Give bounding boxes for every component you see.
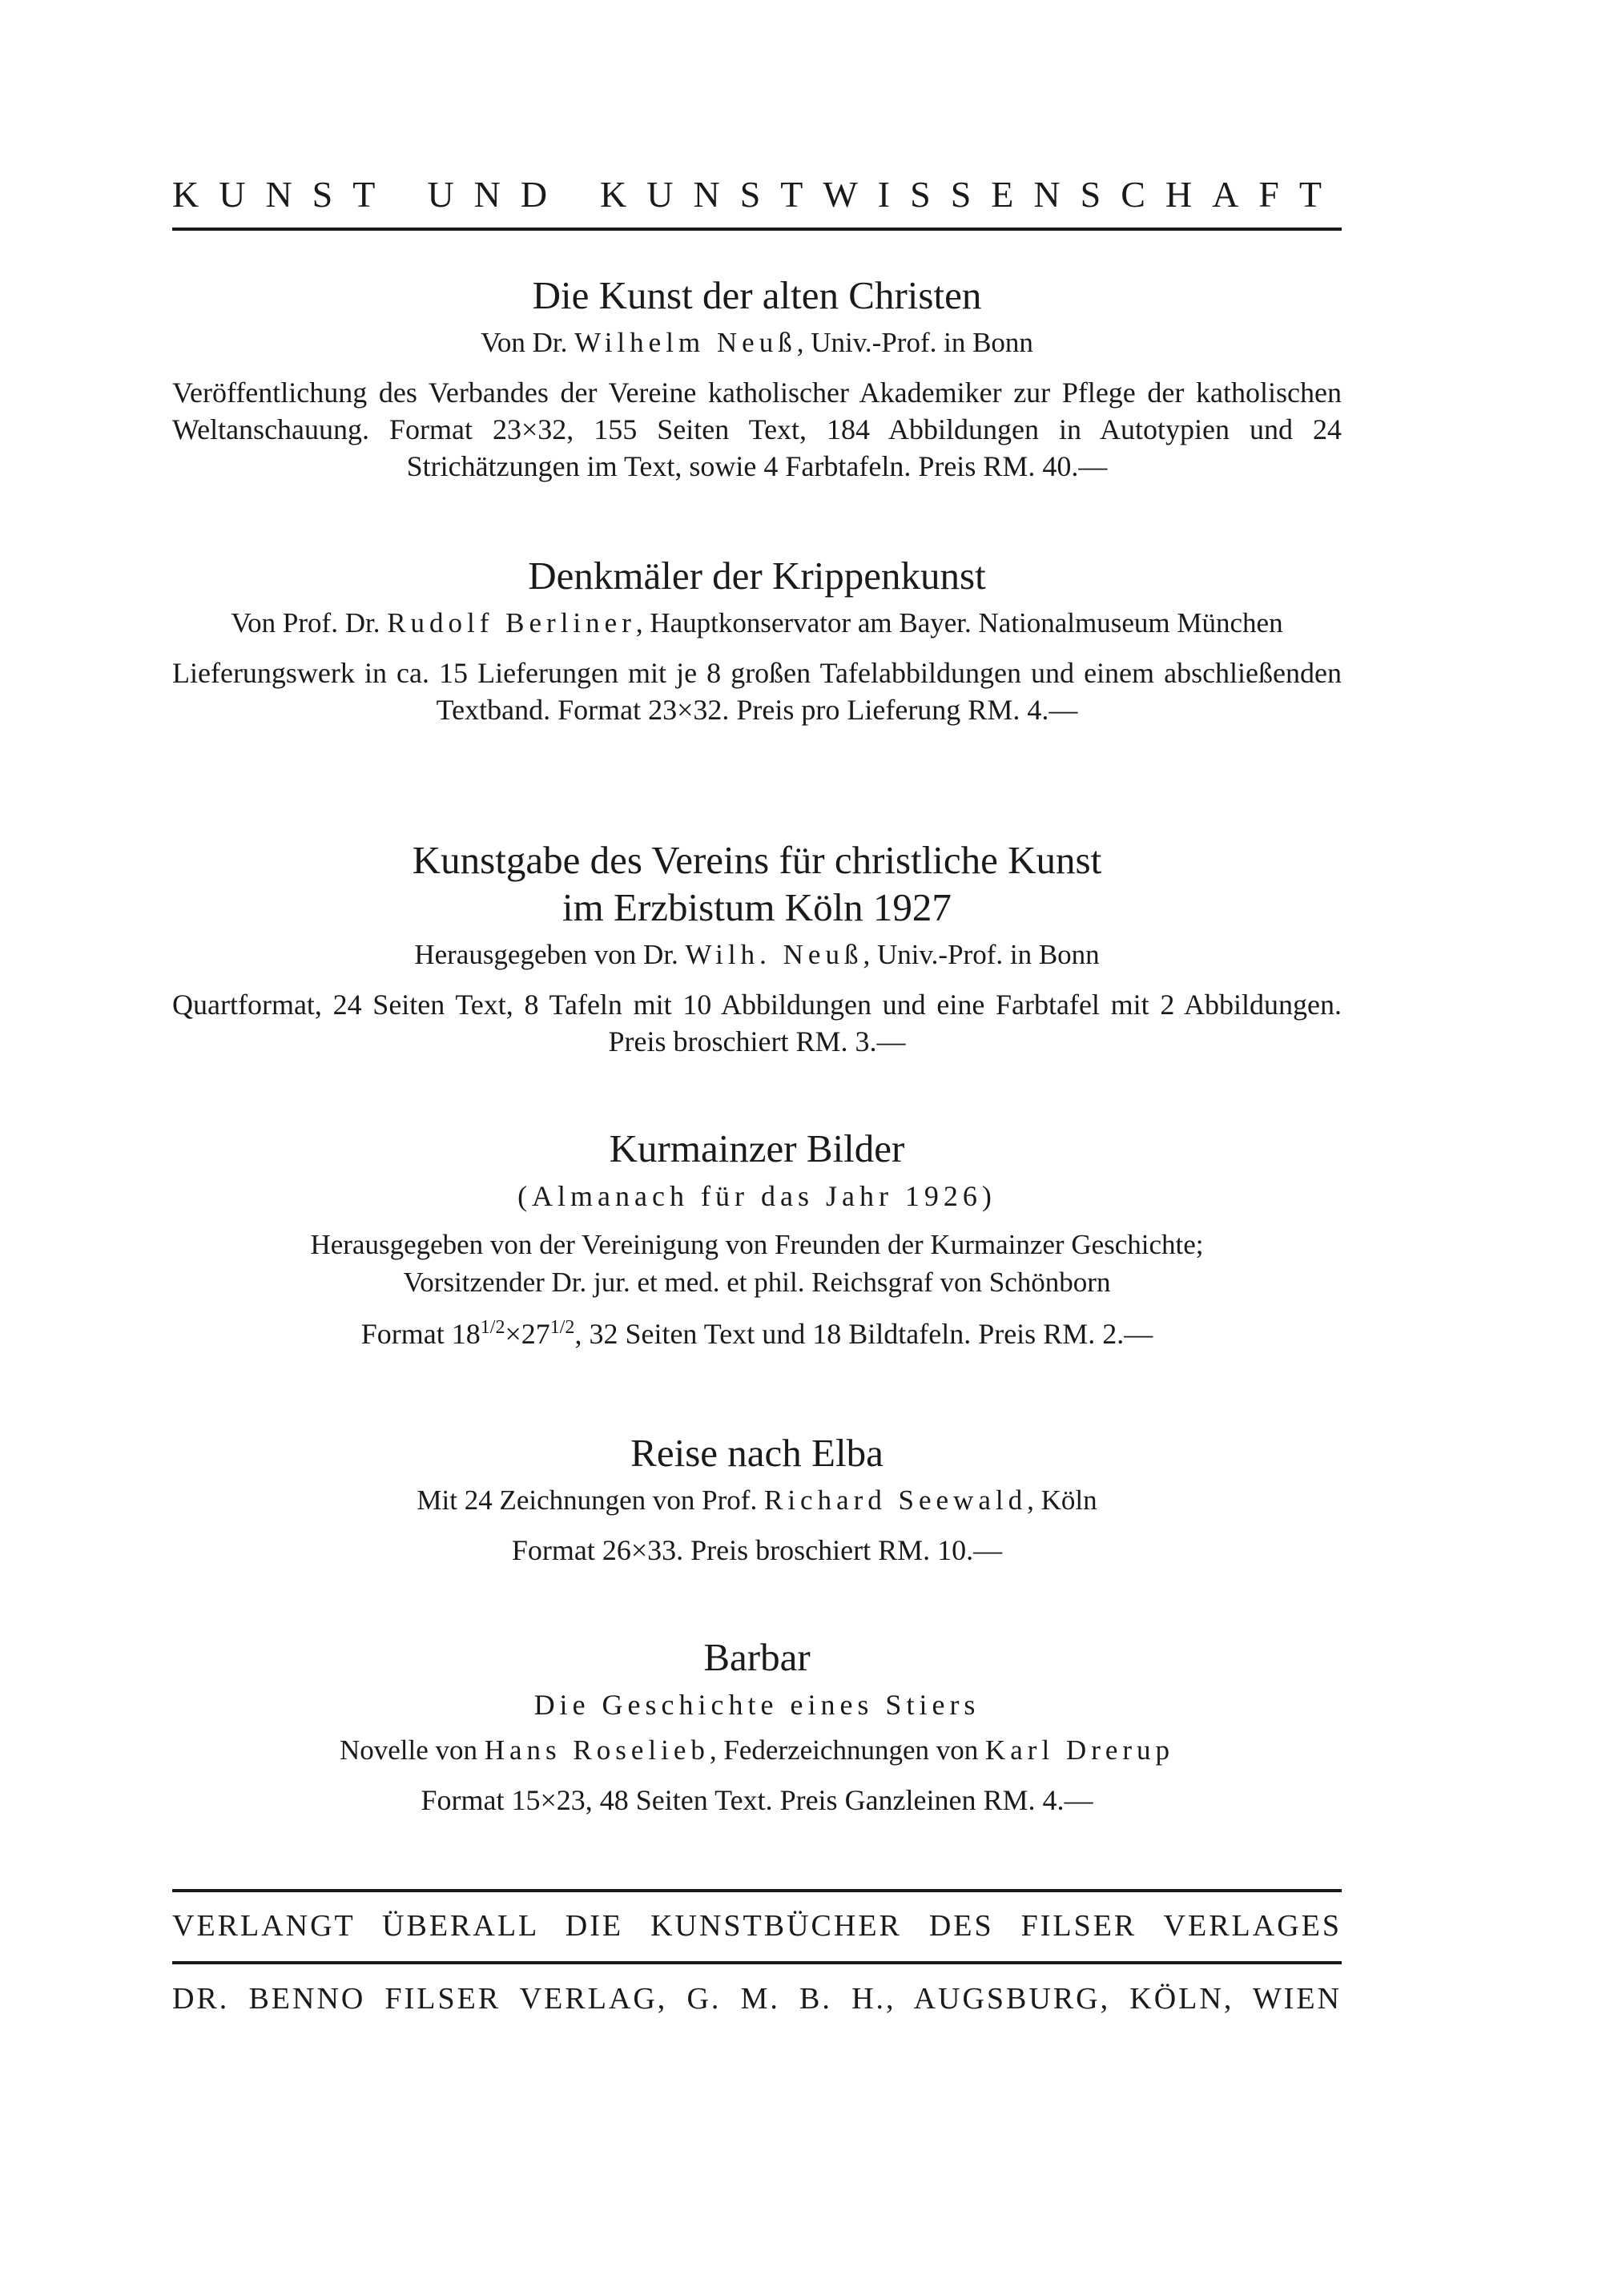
book-title-line1: Kunstgabe des Vereins für christliche Kunst	[412, 838, 1102, 882]
book-description: Veröffentlichung des Verbandes der Vereine katholischer Akademiker zur Pflege der katholischen Weltanschauung. Format 23×32, 155 Seiten Text, 184 Abbildungen in Autotypien und 24 Strichätzungen im Text, sowie 4 Farbtafeln. Preis RM. 40.—	[172, 377, 1342, 482]
byline-prefix: Novelle von	[339, 1734, 485, 1766]
author-name: Hans Roselieb	[484, 1734, 710, 1766]
book-title: Reise nach Elba	[630, 1431, 884, 1475]
byline-prefix: Mit 24 Zeichnungen von Prof.	[417, 1484, 764, 1516]
book-description: Lieferungswerk in ca. 15 Lieferungen mit je 8 großen Tafelabbildungen und einem abschließenden Textband. Format 23×32. Preis pro Lieferung RM. 4.—	[172, 657, 1342, 727]
book-editor-line2: Vorsitzender Dr. jur. et med. et phil. Reichsgraf von Schönborn	[403, 1267, 1111, 1299]
section-heading: KUNST UND KUNSTWISSENSCHAFT	[172, 174, 1342, 215]
author-name: Rudolf Berliner	[387, 606, 636, 638]
book-entry	[172, 1126, 1342, 1352]
book-title: Kurmainzer Bilder	[609, 1126, 905, 1170]
book-byline	[172, 1482, 1342, 1519]
footer-slogan: VERLANGT ÜBERALL DIE KUNSTBÜCHER DES FILSER VERLAGES	[172, 1909, 1342, 1943]
book-description: Format 15×23, 48 Seiten Text. Preis Ganzleinen RM. 4.—	[421, 1784, 1093, 1817]
format-suffix: , 32 Seiten Text und 18 Bildtafeln. Preis RM. 2.—	[574, 1317, 1153, 1350]
byline-middle: , Federzeichnungen von	[709, 1734, 985, 1766]
byline-prefix: Herausgegeben von Dr.	[414, 938, 686, 970]
footer-rule-top	[172, 1889, 1342, 1892]
book-byline	[172, 324, 1342, 361]
byline-suffix: , Univ.-Prof. in Bonn	[796, 326, 1033, 358]
book-description: Format 26×33. Preis broschiert RM. 10.—	[511, 1534, 1003, 1567]
book-title: Barbar	[703, 1635, 811, 1679]
book-byline	[172, 605, 1342, 642]
byline-prefix: Von Prof. Dr.	[231, 606, 388, 638]
format-middle: ×27	[505, 1317, 550, 1350]
catalog-page	[172, 0, 1342, 2296]
author-name: Richard Seewald	[763, 1484, 1028, 1516]
author-name: Wilhelm Neuß	[574, 326, 797, 358]
book-editor-line1: Herausgegeben von der Vereinigung von Freunden der Kurmainzer Geschichte;	[310, 1228, 1204, 1260]
book-entry	[172, 553, 1342, 729]
book-byline	[172, 1732, 1342, 1769]
book-entry	[172, 272, 1342, 485]
book-subtitle: (Almanach für das Jahr 1926)	[517, 1179, 996, 1212]
book-format	[172, 1315, 1342, 1353]
book-title-line2: im Erzbistum Köln 1927	[562, 884, 952, 929]
publisher-line: DR. BENNO FILSER VERLAG, G. M. B. H., AUGSBURG, KÖLN, WIEN	[172, 1982, 1342, 2016]
author-name: Wilh. Neuß	[685, 938, 863, 970]
format-fraction: 1/2	[549, 1316, 575, 1338]
footer-rule-middle	[172, 1961, 1342, 1964]
book-subtitle: Die Geschichte eines Stiers	[533, 1688, 980, 1721]
format-prefix: Format 18	[360, 1317, 481, 1350]
illustrator-name: Karl Drerup	[984, 1734, 1175, 1766]
book-entry	[172, 837, 1342, 1061]
format-fraction: 1/2	[480, 1316, 505, 1338]
heading-rule	[172, 228, 1342, 231]
book-byline	[172, 937, 1342, 973]
book-entry	[172, 1634, 1342, 1819]
book-description: Quartformat, 24 Seiten Text, 8 Tafeln mit 10 Abbildungen und eine Farbtafel mit 2 Abbildungen. Preis broschiert RM. 3.—	[172, 989, 1342, 1057]
book-entry	[172, 1430, 1342, 1569]
byline-suffix: , Köln	[1027, 1484, 1097, 1516]
byline-prefix: Von Dr.	[481, 326, 575, 358]
byline-suffix: , Hauptkonservator am Bayer. Nationalmuseum München	[635, 606, 1283, 638]
book-title: Die Kunst der alten Christen	[532, 273, 982, 317]
byline-suffix: , Univ.-Prof. in Bonn	[863, 938, 1100, 970]
book-title: Denkmäler der Krippenkunst	[528, 554, 986, 598]
